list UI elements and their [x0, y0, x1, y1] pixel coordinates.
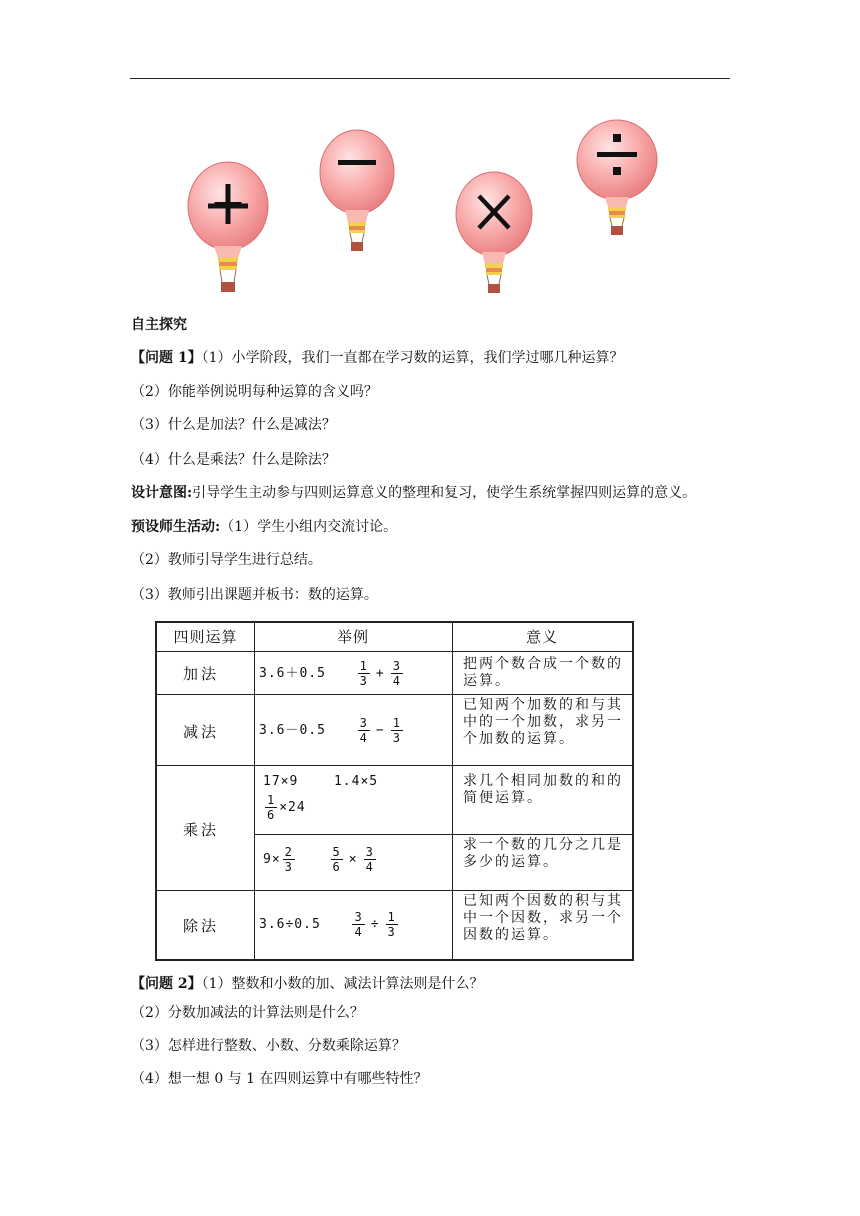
meaning-multiplication-1: 求几个相同加数的和的简便运算。	[463, 773, 623, 806]
meaning-division: 已知两个因数的积与其中一个因数，求另一个因数的运算。	[463, 893, 623, 943]
question-2-line-1	[131, 974, 484, 994]
question-1-line-4: （4）什么是乘法？什么是除法？	[131, 452, 336, 468]
design-intent	[131, 483, 696, 503]
activity-line-3: （3）教师引出课题并板书：数的运算。	[131, 587, 378, 603]
question-2-text: （1）整数和小数的加、减法计算法则是什么？	[201, 976, 484, 992]
meaning-subtraction: 已知两个加数的和与其中的一个加数，求另一个加数的运算。	[463, 697, 623, 747]
divide-icon	[577, 120, 657, 235]
fraction: $\frac{5}{6}$	[332, 845, 341, 874]
fraction: $\frac{1}{3}$	[387, 910, 396, 939]
question-1-text: （1）小学阶段，我们一直都在学习数的运算，我们学过哪几种运算？	[201, 350, 624, 366]
times-sign: ×	[348, 852, 358, 867]
question-1-line-2: （2）你能举例说明每种运算的含义吗？	[131, 384, 378, 400]
header-example: 举例	[336, 628, 369, 646]
op-addition: 加法	[183, 665, 220, 683]
activity-line-1	[131, 517, 397, 537]
plus-icon	[188, 162, 268, 292]
meaning-addition: 把两个数合成一个数的运算。	[463, 656, 623, 689]
fraction: $\frac{1}{6}$	[267, 793, 276, 822]
example-multiplication-3	[263, 845, 378, 874]
fraction: $\frac{2}{3}$	[284, 845, 293, 874]
example-mul-times-24: ×24	[279, 800, 306, 815]
minus-sign: −	[375, 723, 385, 738]
example-mul-decimal: 1.4×5	[333, 774, 379, 789]
example-multiplication-1	[263, 774, 378, 789]
example-mul-nine: 9×	[263, 852, 281, 867]
section-title: 自主探究	[131, 317, 187, 333]
operations-table	[155, 621, 634, 961]
example-addition-decimal: 3.6＋0.5	[259, 666, 326, 681]
divide-sign: ÷	[370, 917, 380, 932]
example-subtraction	[259, 716, 405, 745]
fraction: $\frac{3}{4}$	[392, 659, 401, 688]
example-mul-integer: 17×9	[263, 774, 299, 789]
fraction: $\frac{1}{3}$	[392, 716, 401, 745]
example-multiplication-2	[263, 793, 306, 822]
plus-sign: +	[375, 666, 385, 681]
minus-icon	[320, 130, 394, 251]
header-operation: 四则运算	[173, 628, 238, 646]
op-subtraction: 减法	[183, 723, 220, 741]
activity-line-2: （2）教师引导学生进行总结。	[131, 552, 322, 568]
activity-text-1: （1）学生小组内交流讨论。	[220, 519, 398, 535]
fraction: $\frac{3}{4}$	[365, 845, 374, 874]
op-division: 除法	[183, 917, 220, 935]
question-1-line-3: （3）什么是加法？什么是减法？	[131, 417, 336, 433]
example-division-decimal: 3.6÷0.5	[259, 917, 321, 932]
design-intent-label: 设计意图:	[131, 485, 193, 501]
fraction: $\frac{3}{4}$	[354, 910, 363, 939]
question-2-line-2: （2）分数加减法的计算法则是什么？	[131, 1005, 364, 1021]
activity-label: 预设师生活动:	[131, 519, 221, 535]
meaning-multiplication-2: 求一个数的几分之几是多少的运算。	[463, 837, 623, 870]
design-intent-text: 引导学生主动参与四则运算意义的整理和复习，使学生系统掌握四则运算的意义。	[192, 485, 697, 501]
fraction: $\frac{3}{4}$	[359, 716, 368, 745]
example-division	[259, 910, 400, 939]
example-subtraction-decimal: 3.6－0.5	[259, 723, 326, 738]
question-1-line-1	[131, 348, 624, 368]
question-2-line-4: （4）想一想 0 与 1 在四则运算中有哪些特性？	[131, 1071, 428, 1087]
operation-balloons-illustration	[0, 0, 860, 310]
times-icon	[456, 172, 532, 293]
question-2-label: 【问题 2】	[131, 976, 202, 992]
question-2-line-3: （3）怎样进行整数、小数、分数乘除运算？	[131, 1038, 406, 1054]
question-1-label: 【问题 1】	[131, 350, 202, 366]
op-multiplication: 乘法	[183, 821, 220, 839]
fraction: $\frac{1}{3}$	[359, 659, 368, 688]
header-meaning: 意义	[525, 628, 558, 646]
example-addition	[259, 659, 405, 688]
